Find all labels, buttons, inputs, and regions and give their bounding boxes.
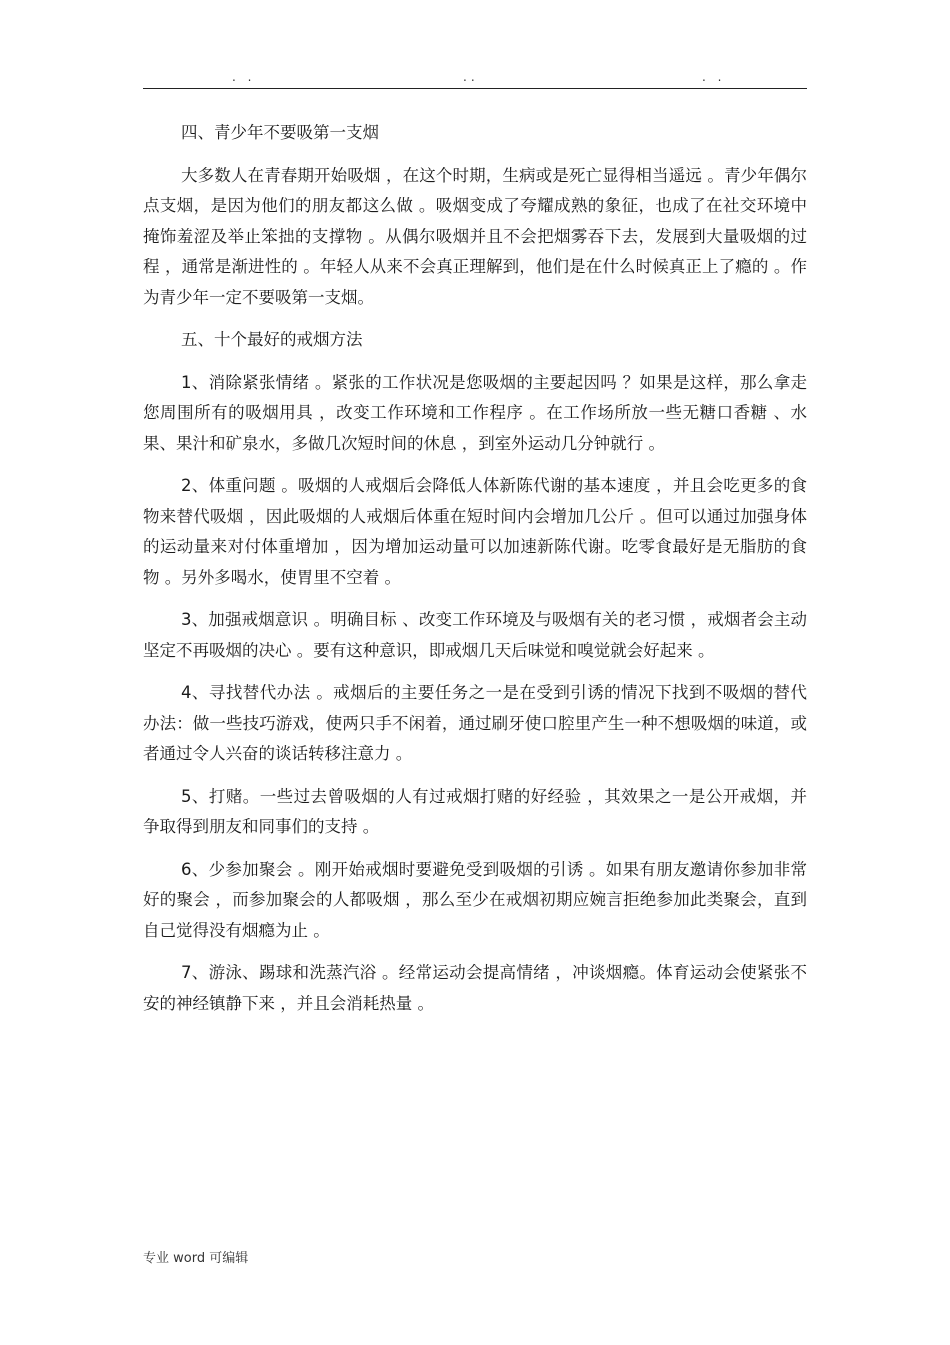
method-item-3: 3、加强戒烟意识 。明确目标 、改变工作环境及与吸烟有关的老习惯 ，戒烟者会主动坚定不再吸烟的决心 。要有这种意识，即戒烟几天后味觉和嗅觉就会好起来 。 xyxy=(143,610,807,660)
section-4-heading: 四、青少年不要吸第一支烟 xyxy=(181,123,379,142)
section-4-paragraph: 大多数人在青春期开始吸烟 ，在这个时期，生病或是死亡显得相当遥远 。青少年偶尔点支烟，是因为他们的朋友都这么做 。吸烟变成了夸耀成熟的象征，也成了在社交环境中掩饰羞涩及举止笨拙的支撑物 。从偶尔吸烟并且不会把烟雾吞下去，发展到大量吸烟的过程 ，通常是渐进性的 。年轻人从来不会真正理解到，他们是在什么时候真正上了瘾的 。作为青少年一定不要吸第一支烟。 xyxy=(143,165,807,307)
section-5-heading: 五、十个最好的戒烟方法 xyxy=(181,330,363,349)
header-dots-mid: .. xyxy=(463,70,479,84)
footer-note: 专业 word 可编辑 xyxy=(143,1251,249,1266)
method-item-1: 1、消除紧张情绪 。紧张的工作状况是您吸烟的主要起因吗 ？如果是这样，那么拿走您周围所有的吸烟用具 ，改变工作环境和工作程序 。在工作场所放一些无糖口香糖 、水果、果汁和矿泉水，多做几次短时间的休息 ，到室外运动几分钟就行 。 xyxy=(143,372,807,453)
header-rule xyxy=(143,88,807,89)
method-item-6: 6、少参加聚会 。刚开始戒烟时要避免受到吸烟的引诱 。如果有朋友邀请你参加非常好的聚会 ，而参加聚会的人都吸烟 ，那么至少在戒烟初期应婉言拒绝参加此类聚会，直到自己觉得没有烟瘾为止 。 xyxy=(143,859,807,940)
method-item-2: 2、体重问题 。吸烟的人戒烟后会降低人体新陈代谢的基本速度 ，并且会吃更多的食物来替代吸烟 ，因此吸烟的人戒烟后体重在短时间内会增加几公斤 。但可以通过加强身体的运动量来对付体重增加 ，因为增加运动量可以加速新陈代谢。吃零食最好是无脂肪的食物 。另外多喝水，使胃里不空着 。 xyxy=(143,476,807,587)
header-dots-left: . . xyxy=(232,70,256,84)
method-item-4: 4、寻找替代办法 。戒烟后的主要任务之一是在受到引诱的情况下找到不吸烟的替代办法：做一些技巧游戏，使两只手不闲着，通过刷牙使口腔里产生一种不想吸烟的味道，或者通过令人兴奋的谈话转移注意力 。 xyxy=(143,683,807,763)
document-body xyxy=(143,118,807,1031)
header-dots-right: . . xyxy=(702,70,726,84)
method-item-5: 5、打赌。一些过去曾吸烟的人有过戒烟打赌的好经验 ，其效果之一是公开戒烟，并争取得到朋友和同事们的支持 。 xyxy=(143,786,807,836)
method-item-7: 7、游泳、踢球和洗蒸汽浴 。经常运动会提高情绪 ，冲谈烟瘾。体育运动会使紧张不安的神经镇静下来 ，并且会消耗热量 。 xyxy=(143,963,807,1013)
